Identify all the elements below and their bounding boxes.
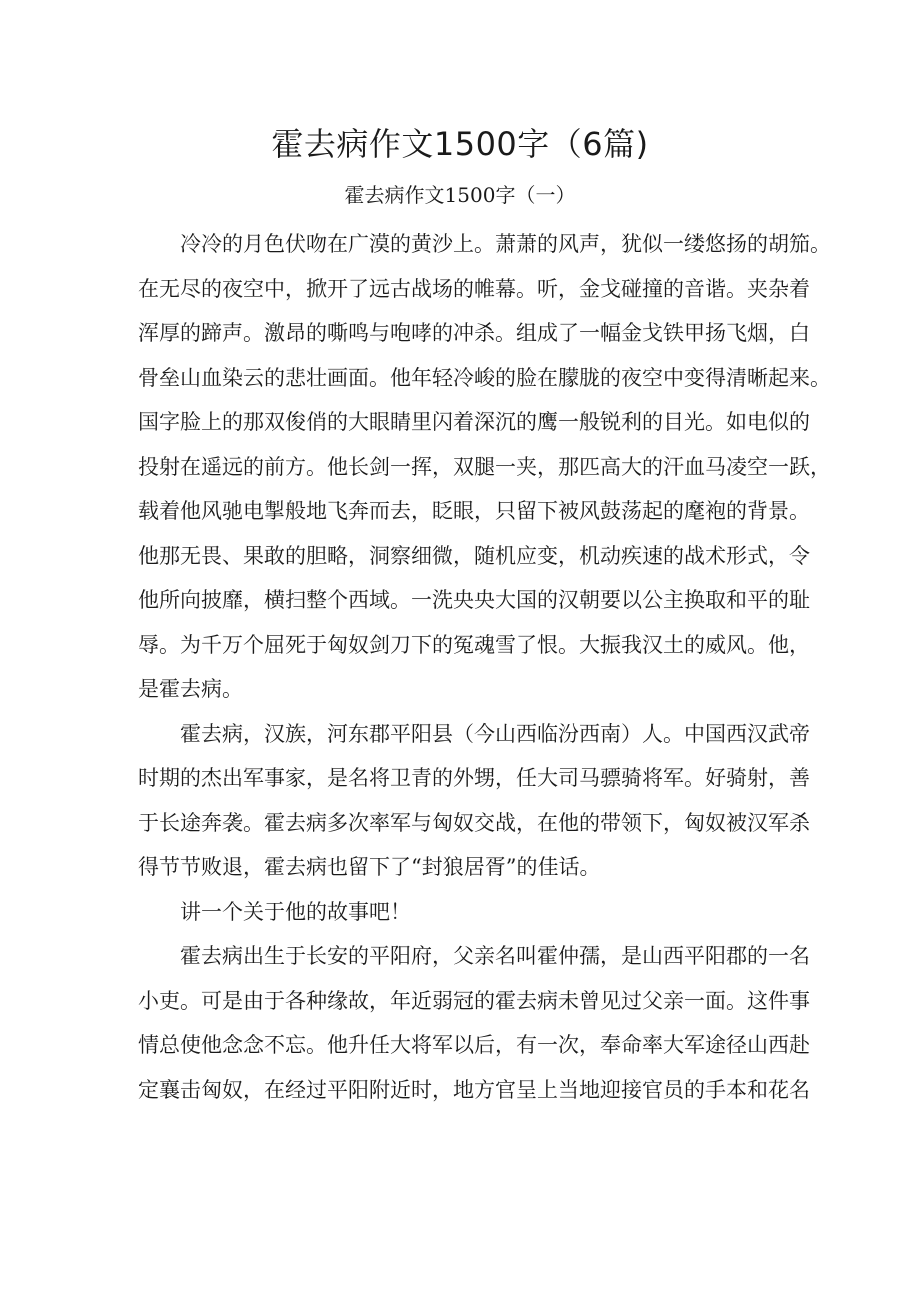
paragraph-line: 他所向披靡，横扫整个西域。一洗央央大国的汉朝要以公主换取和平的耻 — [138, 588, 810, 612]
paragraph-line: 投射在遥远的前方。他长剑一挥，双腿一夹，那匹高大的汗血马凌空一跃， — [138, 454, 831, 479]
body-paragraph — [138, 890, 788, 935]
paragraph-line: 是霍去病。 — [138, 677, 243, 701]
paragraph-line: 于长途奔袭。霍去病多次率军与匈奴交战，在他的带领下，匈奴被汉军杀 — [138, 810, 810, 835]
paragraph-line: 浑厚的蹄声。激昂的嘶鸣与咆哮的冲杀。组成了一幅金戈铁甲扬飞烟，白 — [138, 321, 810, 345]
paragraph-line: 霍去病出生于长安的平阳府，父亲名叫霍仲孺，是山西平阳郡的一名 — [180, 944, 810, 968]
paragraph-line: 定襄击匈奴，在经过平阳附近时，地方官呈上当地迎接官员的手本和花名 — [138, 1077, 810, 1102]
paragraph-line: 冷冷的月色伏吻在广漠的黄沙上。萧萧的风声，犹似一缕悠扬的胡笳。 — [180, 232, 831, 256]
body-paragraph — [138, 712, 810, 890]
paragraph-line: 时期的杰出军事家，是名将卫青的外甥，任大司马骠骑将军。好骑射，善 — [138, 766, 810, 790]
paragraph-line: 小吏。可是由于各种缘故，年近弱冠的霍去病未曾见过父亲一面。这件事 — [138, 988, 810, 1013]
paragraph-line: 他那无畏、果敢的胆略，洞察细微，随机应变，机动疾速的战术形式，令 — [138, 543, 810, 568]
paragraph-line: 得节节败退，霍去病也留下了“封狼居胥”的佳话。 — [138, 855, 601, 879]
document-body — [138, 222, 831, 1112]
body-paragraph — [138, 934, 810, 1112]
document-title: 霍去病作文1500字（6篇) — [271, 125, 649, 163]
paragraph-line: 骨垒山血染云的悲壮画面。他年轻冷峻的脸在朦胧的夜空中变得清晰起来。 — [138, 365, 831, 390]
paragraph-line: 情总使他念念不忘。他升任大将军以后，有一次，奉命率大军途径山西赴 — [138, 1033, 810, 1057]
paragraph-line: 载着他风驰电掣般地飞奔而去，眨眼，只留下被风鼓荡起的麾袍的背景。 — [138, 499, 810, 523]
paragraph-line: 辱。为千万个屈死于匈奴剑刀下的冤魂雪了恨。大振我汉土的威风。他， — [138, 632, 810, 657]
paragraph-line: 在无尽的夜空中，掀开了远古战场的帷幕。听，金戈碰撞的音谐。夹杂着 — [138, 276, 810, 301]
document-subtitle: 霍去病作文1500字（一） — [344, 183, 576, 207]
paragraph-line: 霍去病，汉族，河东郡平阳县（今山西临汾西南）人。中国西汉武帝 — [180, 721, 810, 746]
paragraph-line: 国字脸上的那双俊俏的大眼睛里闪着深沉的鹰一般锐利的目光。如电似的 — [138, 410, 810, 434]
body-paragraph — [138, 222, 831, 712]
paragraph-line: 讲一个关于他的故事吧！ — [180, 899, 411, 924]
